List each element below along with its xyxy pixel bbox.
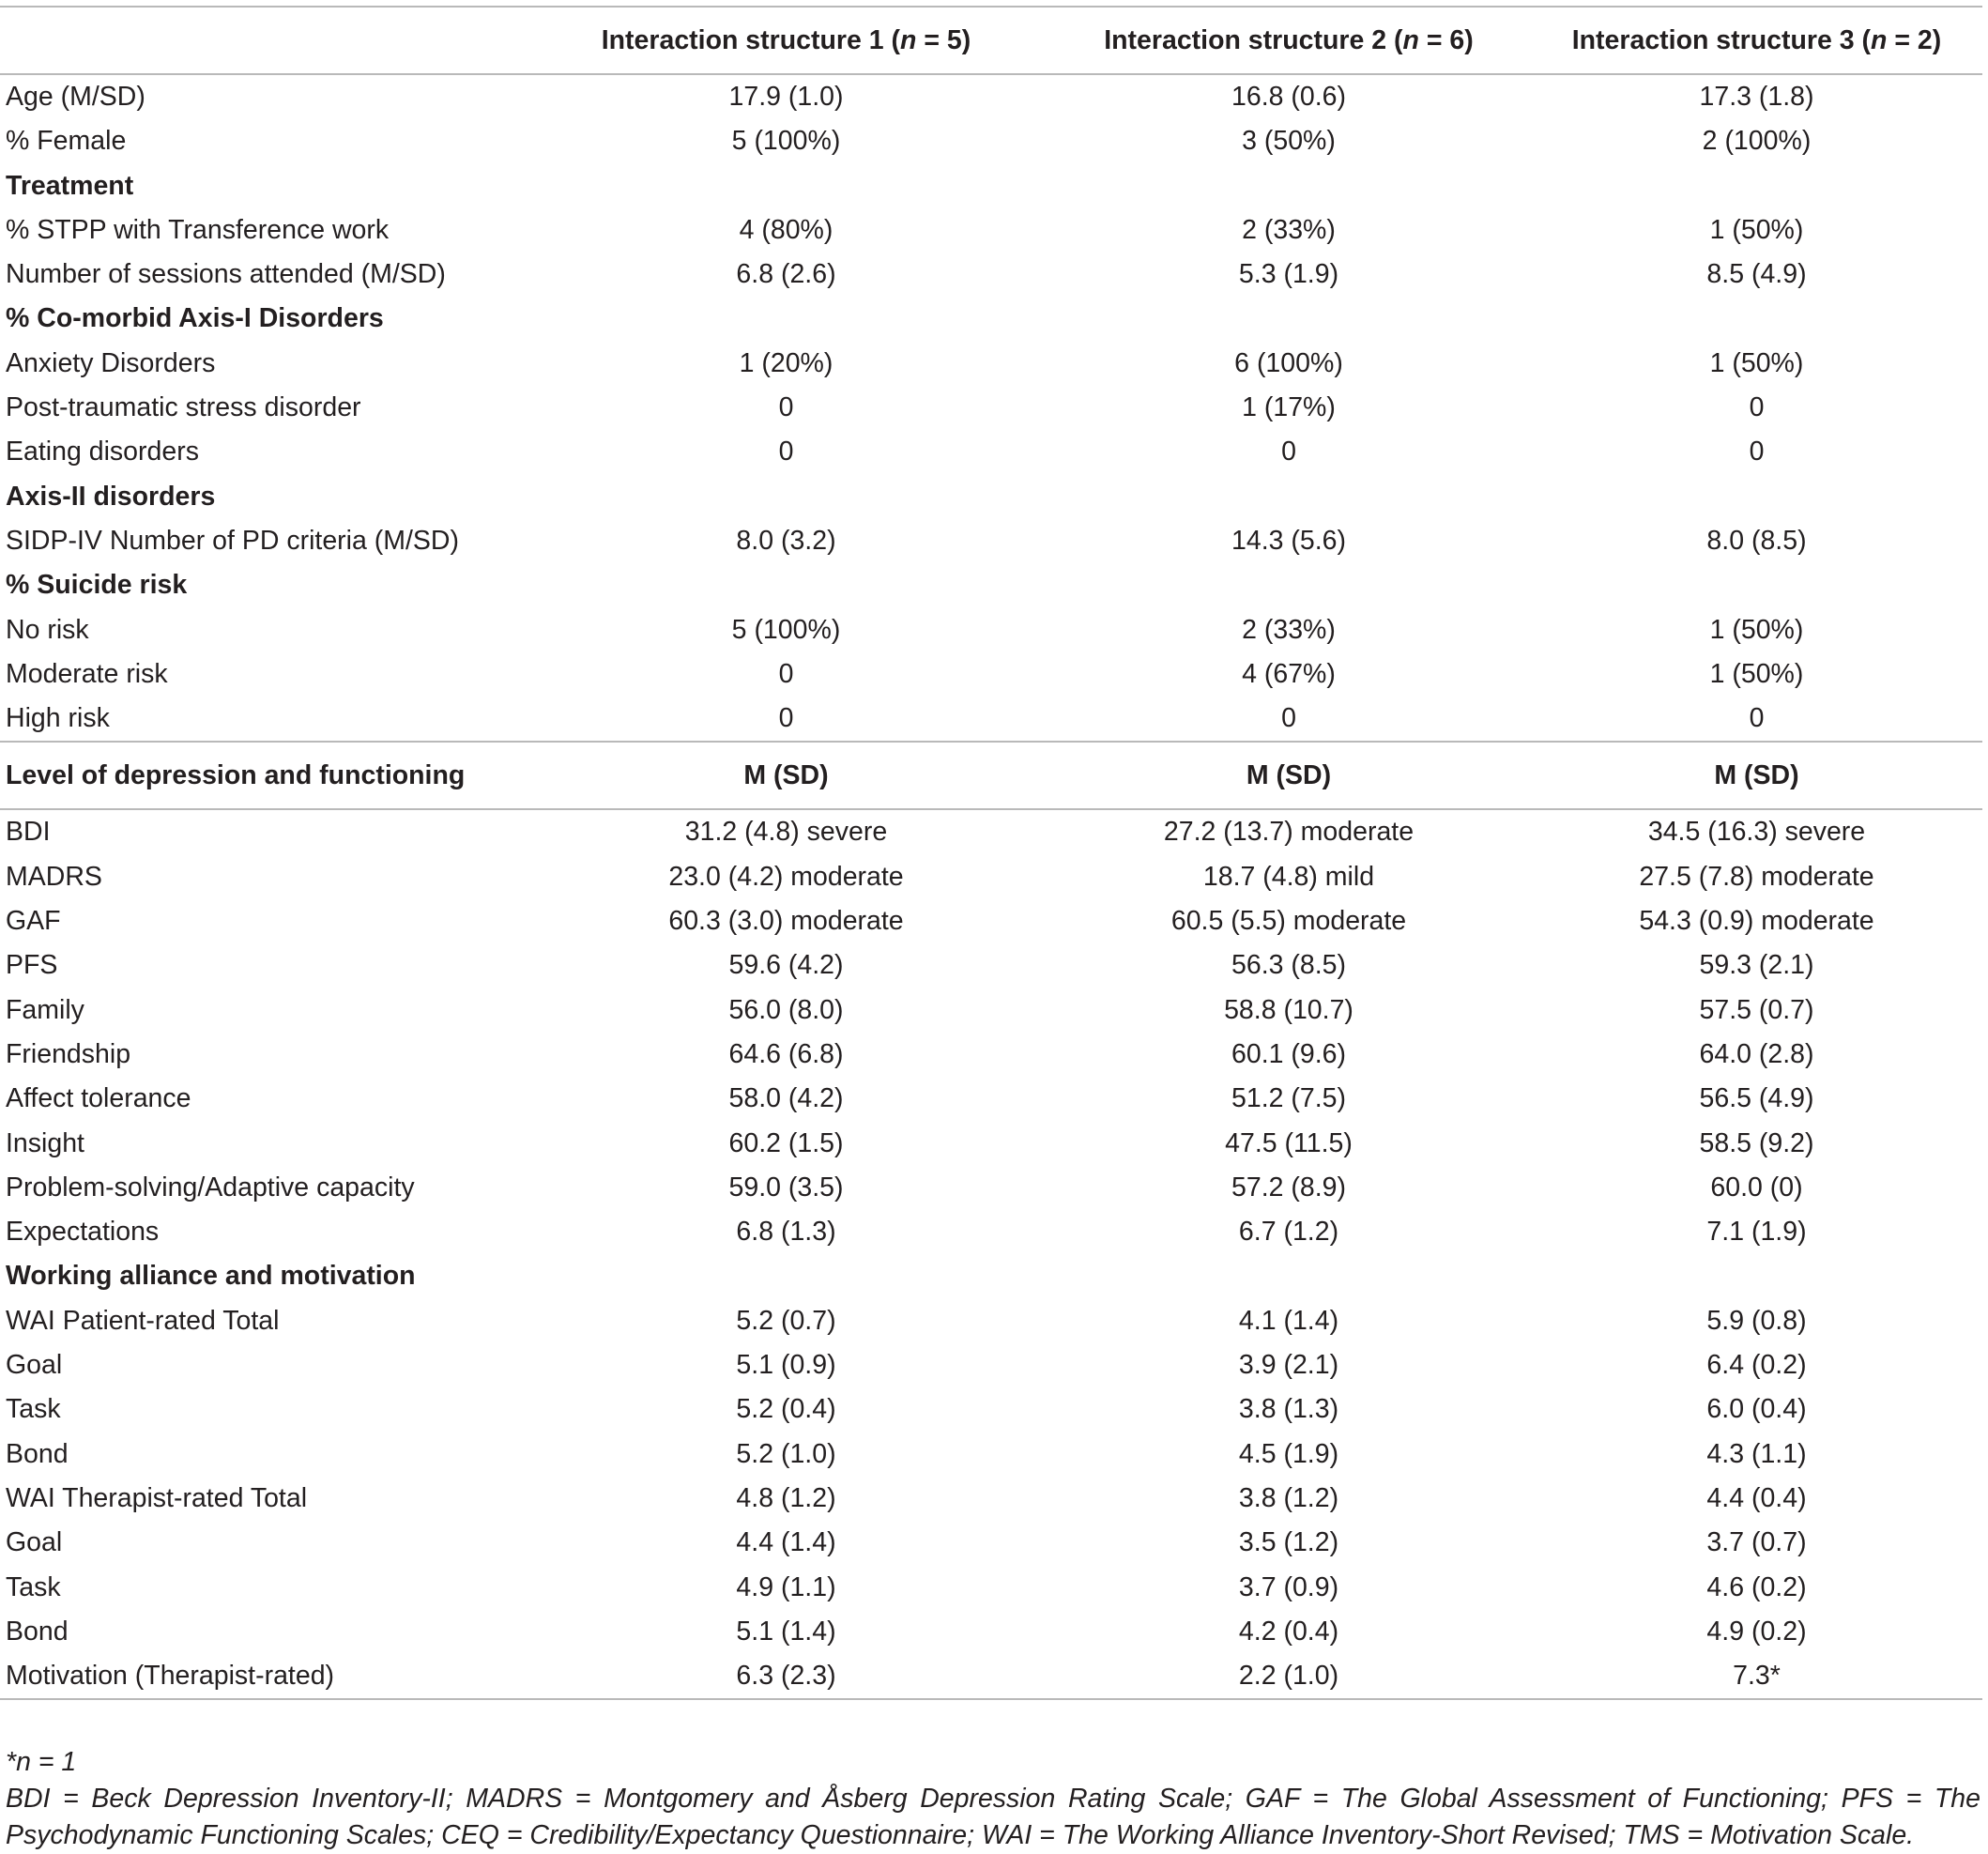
section-label: % Suicide risk xyxy=(6,570,188,601)
cell-structure-1: 6.8 (2.6) xyxy=(736,259,836,290)
cell-structure-3: 3.7 (0.7) xyxy=(1706,1527,1807,1558)
cell-structure-3: 8.0 (8.5) xyxy=(1706,525,1807,556)
row-label: % STPP with Transference work xyxy=(6,214,390,245)
cell-structure-1: 1 (20%) xyxy=(739,347,833,378)
cell-structure-1: 60.3 (3.0) moderate xyxy=(668,906,904,937)
table-row xyxy=(0,1387,1982,1432)
cell-structure-1: 4.4 (1.4) xyxy=(736,1527,836,1558)
cell-structure-1: 8.0 (3.2) xyxy=(736,525,836,556)
table-section-row xyxy=(0,475,1982,519)
row-label: Family xyxy=(6,994,84,1025)
cell-structure-2: 51.2 (7.5) xyxy=(1231,1083,1346,1114)
cell-structure-2: 60.5 (5.5) moderate xyxy=(1170,906,1407,937)
cell-structure-2: 14.3 (5.6) xyxy=(1231,525,1346,556)
row-label: Affect tolerance xyxy=(6,1083,191,1114)
cell-structure-2: 0 xyxy=(1281,437,1296,467)
cell-structure-2: 6 (100%) xyxy=(1234,347,1343,378)
row-label: Post-traumatic stress disorder xyxy=(6,392,361,423)
table-row xyxy=(0,652,1982,697)
cell-structure-3: 1 (50%) xyxy=(1709,214,1804,245)
cell-structure-1: 5.2 (0.7) xyxy=(736,1305,836,1336)
cell-structure-2: 3 (50%) xyxy=(1242,126,1336,157)
cell-structure-3: 5.9 (0.8) xyxy=(1706,1305,1807,1336)
cell-structure-1: 23.0 (4.2) moderate xyxy=(668,861,904,892)
table-row xyxy=(0,809,1982,854)
cell-structure-2: 3.8 (1.3) xyxy=(1238,1394,1339,1425)
table-row xyxy=(0,1521,1982,1565)
subheader-col-3: M (SD) xyxy=(1714,760,1799,791)
table-row xyxy=(0,342,1982,386)
cell-structure-2: 18.7 (4.8) mild xyxy=(1202,861,1375,892)
section-label: % Co-morbid Axis-I Disorders xyxy=(6,303,384,334)
row-label: Goal xyxy=(6,1527,63,1558)
header-blank xyxy=(0,7,526,74)
cell-structure-2: 47.5 (11.5) xyxy=(1225,1127,1353,1158)
row-label: Number of sessions attended (M/SD) xyxy=(6,259,446,290)
cell-structure-3: 4.6 (0.2) xyxy=(1706,1571,1807,1602)
cell-structure-2: 3.5 (1.2) xyxy=(1238,1527,1339,1558)
table-row xyxy=(0,988,1982,1033)
table-row xyxy=(0,1477,1982,1521)
cell-structure-1: 5.1 (0.9) xyxy=(736,1350,836,1381)
cell-structure-1: 0 xyxy=(778,703,794,734)
row-label: Age (M/SD) xyxy=(6,82,145,112)
subheader-label: Level of depression and functioning xyxy=(6,760,466,791)
row-label: Bond xyxy=(6,1616,69,1647)
cell-structure-2: 58.8 (10.7) xyxy=(1224,994,1353,1025)
footnote: *n = 1 xyxy=(6,1747,77,1777)
cell-structure-1: 4.9 (1.1) xyxy=(736,1571,836,1602)
cell-structure-2: 5.3 (1.9) xyxy=(1238,259,1339,290)
table-section-row xyxy=(0,164,1982,208)
cell-structure-1: 64.6 (6.8) xyxy=(728,1038,844,1069)
cell-structure-1: 0 xyxy=(778,437,794,467)
cell-structure-3: 6.0 (0.4) xyxy=(1706,1394,1807,1425)
cell-structure-2: 4.1 (1.4) xyxy=(1238,1305,1339,1336)
table-row xyxy=(0,855,1982,899)
cell-structure-2: 16.8 (0.6) xyxy=(1231,82,1346,112)
cell-structure-3: 0 xyxy=(1749,703,1765,734)
table-section-row xyxy=(0,297,1982,341)
cell-structure-1: 4.8 (1.2) xyxy=(736,1482,836,1513)
table-body-top xyxy=(0,74,1982,742)
cell-structure-2: 2.2 (1.0) xyxy=(1238,1661,1339,1692)
cell-structure-3: 60.0 (0) xyxy=(1710,1172,1803,1203)
cell-structure-3: 0 xyxy=(1749,392,1765,423)
table-row xyxy=(0,119,1982,163)
row-label: BDI xyxy=(6,817,51,848)
table-row xyxy=(0,1566,1982,1610)
table-body-bottom xyxy=(0,809,1982,1699)
cell-structure-2: 57.2 (8.9) xyxy=(1231,1172,1346,1203)
table-row xyxy=(0,1166,1982,1210)
table-row xyxy=(0,74,1982,119)
cell-structure-2: 4.2 (0.4) xyxy=(1238,1616,1339,1647)
cell-structure-1: 5 (100%) xyxy=(731,126,841,157)
cell-structure-2: 3.8 (1.2) xyxy=(1238,1482,1339,1513)
cell-structure-1: 31.2 (4.8) severe xyxy=(684,817,888,848)
row-label: Problem-solving/Adaptive capacity xyxy=(6,1172,415,1203)
row-label: SIDP-IV Number of PD criteria (M/SD) xyxy=(6,525,459,556)
cell-structure-3: 0 xyxy=(1749,437,1765,467)
table-row xyxy=(0,1433,1982,1477)
cell-structure-1: 17.9 (1.0) xyxy=(728,82,844,112)
cell-structure-1: 6.3 (2.3) xyxy=(736,1661,836,1692)
subheader-col-2: M (SD) xyxy=(1246,760,1332,791)
table-row xyxy=(0,1610,1982,1654)
cell-structure-1: 60.2 (1.5) xyxy=(728,1127,844,1158)
cell-structure-3: 1 (50%) xyxy=(1709,347,1804,378)
cell-structure-3: 4.3 (1.1) xyxy=(1706,1438,1807,1469)
cell-structure-3: 57.5 (0.7) xyxy=(1699,994,1814,1025)
cell-structure-3: 1 (50%) xyxy=(1709,614,1804,645)
table-row xyxy=(0,608,1982,652)
table-row xyxy=(0,519,1982,563)
cell-structure-1: 5.1 (1.4) xyxy=(736,1616,836,1647)
cell-structure-3: 7.3* xyxy=(1733,1661,1781,1692)
cell-structure-3: 54.3 (0.9) moderate xyxy=(1639,906,1874,937)
cell-structure-1: 58.0 (4.2) xyxy=(728,1083,844,1114)
table-header-row xyxy=(0,7,1982,74)
table-row xyxy=(0,943,1982,988)
row-label: Goal xyxy=(6,1350,63,1381)
row-label: Task xyxy=(6,1571,61,1602)
cell-structure-3: 4.9 (0.2) xyxy=(1706,1616,1807,1647)
subheader-col-1: M (SD) xyxy=(743,760,829,791)
row-label: MADRS xyxy=(6,861,102,892)
cell-structure-3: 17.3 (1.8) xyxy=(1699,82,1814,112)
row-label: Friendship xyxy=(6,1038,131,1069)
cell-structure-2: 56.3 (8.5) xyxy=(1231,950,1346,981)
table-row xyxy=(0,430,1982,474)
table-subheader-row xyxy=(0,742,1982,809)
cell-structure-1: 56.0 (8.0) xyxy=(728,994,844,1025)
cell-structure-2: 2 (33%) xyxy=(1242,614,1336,645)
row-label: Expectations xyxy=(6,1217,160,1248)
table-row xyxy=(0,899,1982,943)
characteristics-table xyxy=(0,6,1982,1700)
cell-structure-1: 0 xyxy=(778,392,794,423)
header-structure-2: Interaction structure 2 (n = 6) xyxy=(1104,25,1474,55)
table-row xyxy=(0,697,1982,742)
table-notes xyxy=(6,1744,1980,1854)
header-structure-3: Interaction structure 3 (n = 2) xyxy=(1571,25,1942,55)
table-row xyxy=(0,1299,1982,1343)
row-label: Task xyxy=(6,1394,61,1425)
cell-structure-1: 0 xyxy=(778,658,794,689)
cell-structure-3: 27.5 (7.8) moderate xyxy=(1639,861,1874,892)
table-section-row xyxy=(0,1254,1982,1298)
cell-structure-3: 7.1 (1.9) xyxy=(1706,1217,1807,1248)
section-label: Working alliance and motivation xyxy=(6,1261,416,1292)
row-label: High risk xyxy=(6,703,110,734)
table-section-row xyxy=(0,563,1982,607)
cell-structure-3: 1 (50%) xyxy=(1709,658,1804,689)
cell-structure-3: 8.5 (4.9) xyxy=(1706,259,1807,290)
row-label: No risk xyxy=(6,614,89,645)
cell-structure-3: 64.0 (2.8) xyxy=(1699,1038,1814,1069)
row-label: PFS xyxy=(6,950,58,981)
cell-structure-2: 1 (17%) xyxy=(1242,392,1336,423)
cell-structure-2: 3.7 (0.9) xyxy=(1238,1571,1339,1602)
row-label: Eating disorders xyxy=(6,437,199,467)
cell-structure-3: 34.5 (16.3) severe xyxy=(1647,817,1866,848)
row-label: WAI Therapist-rated Total xyxy=(6,1482,308,1513)
table-row xyxy=(0,1654,1982,1699)
cell-structure-2: 60.1 (9.6) xyxy=(1231,1038,1346,1069)
cell-structure-2: 6.7 (1.2) xyxy=(1238,1217,1339,1248)
section-label: Axis-II disorders xyxy=(6,481,216,512)
header-structure-1: Interaction structure 1 (n = 5) xyxy=(601,25,971,55)
row-label: Motivation (Therapist-rated) xyxy=(6,1661,335,1692)
row-label: % Female xyxy=(6,126,127,157)
cell-structure-1: 5.2 (1.0) xyxy=(736,1438,836,1469)
cell-structure-2: 4 (67%) xyxy=(1242,658,1336,689)
cell-structure-2: 0 xyxy=(1281,703,1296,734)
cell-structure-3: 6.4 (0.2) xyxy=(1706,1350,1807,1381)
cell-structure-3: 4.4 (0.4) xyxy=(1706,1482,1807,1513)
abbreviations-note: BDI = Beck Depression Inventory-II; MADRS = Montgomery and Åsberg Depression Rating Scale; GAF = The Global Assessment of Functioning; PFS = The Psychodynamic Functioning Scales; CEQ = Credibility/Expectancy Questionnaire; WAI = The Working Alliance Inventory-Short Revised; TMS = Motivation Scale. xyxy=(6,1784,1980,1850)
row-label: Insight xyxy=(6,1127,84,1158)
table-row xyxy=(0,1122,1982,1166)
cell-structure-3: 58.5 (9.2) xyxy=(1699,1127,1814,1158)
cell-structure-3: 56.5 (4.9) xyxy=(1699,1083,1814,1114)
cell-structure-1: 6.8 (1.3) xyxy=(736,1217,836,1248)
table-row xyxy=(0,1033,1982,1077)
cell-structure-2: 27.2 (13.7) moderate xyxy=(1163,817,1415,848)
table-row xyxy=(0,1210,1982,1254)
cell-structure-2: 4.5 (1.9) xyxy=(1238,1438,1339,1469)
table-row xyxy=(0,208,1982,253)
cell-structure-1: 59.6 (4.2) xyxy=(728,950,844,981)
table-row xyxy=(0,1077,1982,1121)
cell-structure-1: 59.0 (3.5) xyxy=(728,1172,844,1203)
table-row xyxy=(0,1343,1982,1387)
cell-structure-1: 5.2 (0.4) xyxy=(736,1394,836,1425)
table-row xyxy=(0,386,1982,430)
row-label: WAI Patient-rated Total xyxy=(6,1305,280,1336)
table-row xyxy=(0,253,1982,297)
cell-structure-3: 59.3 (2.1) xyxy=(1699,950,1814,981)
row-label: Anxiety Disorders xyxy=(6,347,216,378)
section-label: Treatment xyxy=(6,170,134,201)
cell-structure-2: 3.9 (2.1) xyxy=(1238,1350,1339,1381)
cell-structure-1: 5 (100%) xyxy=(731,614,841,645)
row-label: Moderate risk xyxy=(6,658,168,689)
row-label: GAF xyxy=(6,906,61,937)
cell-structure-1: 4 (80%) xyxy=(739,214,833,245)
row-label: Bond xyxy=(6,1438,69,1469)
cell-structure-2: 2 (33%) xyxy=(1242,214,1336,245)
cell-structure-3: 2 (100%) xyxy=(1702,126,1812,157)
